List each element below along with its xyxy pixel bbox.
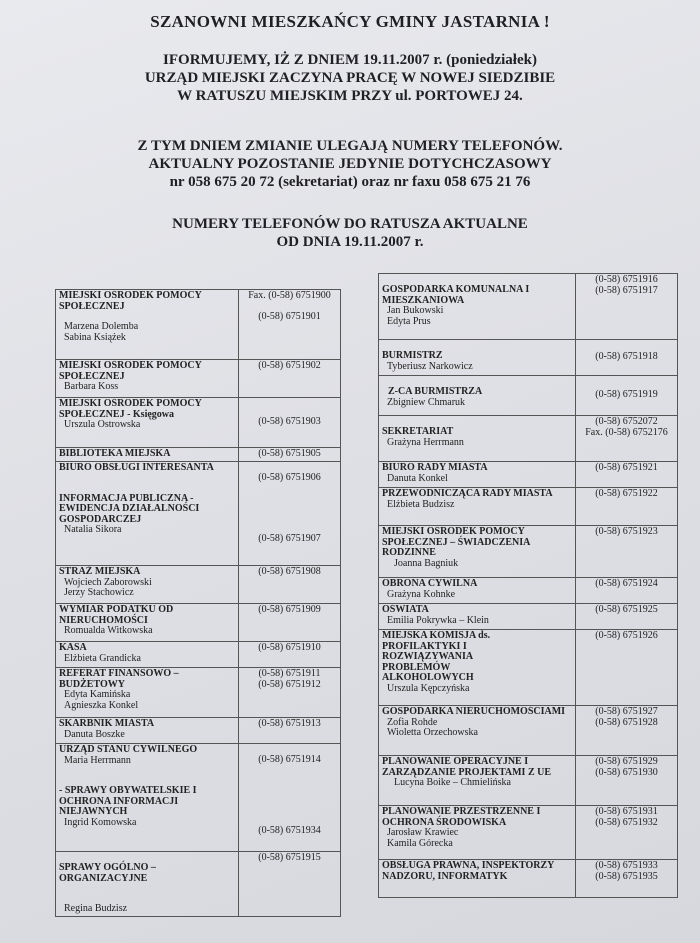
table-row — [379, 274, 678, 340]
org-name: PLANOWANIE OPERACYJNE I ZARZĄDZANIE PROJEKTAMI Z UE — [382, 756, 551, 778]
org-name: SKARBNIK MIASTA — [59, 718, 155, 729]
phone-cell — [576, 860, 678, 898]
person-name: Barbara Koss — [64, 381, 119, 392]
phone-cell — [239, 604, 341, 642]
org-cell — [379, 756, 576, 806]
person-name: Kamila Górecka — [387, 837, 453, 849]
table-row — [379, 706, 678, 756]
person-name: Danuta Boszke — [64, 728, 125, 740]
phone-cell — [576, 604, 678, 630]
phone-cell — [576, 806, 678, 860]
org-cell — [379, 274, 576, 340]
person-name: Zbigniew Chmaruk — [387, 396, 466, 408]
org-cell — [379, 630, 576, 706]
org-name: PLANOWANIE PRZESTRZENNE I OCHRONA ŚRODOWISKA — [382, 806, 541, 828]
phone-number: (0-58) 6751915 — [258, 852, 321, 863]
table-row — [379, 416, 678, 462]
table-row — [379, 630, 678, 706]
org-cell — [56, 604, 239, 642]
org-cell — [56, 566, 239, 604]
table-row — [56, 462, 341, 566]
person-name: Maria Herrmann — [64, 754, 131, 766]
org-cell — [379, 376, 576, 416]
org-name: BURMISTRZ — [382, 350, 443, 361]
table-row — [56, 566, 341, 604]
phone-cell — [576, 274, 678, 340]
phone-number: (0-58) 6751927 — [595, 706, 658, 717]
phone-table-left — [55, 289, 341, 917]
phone-number: (0-58) 6751913 — [258, 718, 321, 729]
phone-number: (0-58) 6751923 — [595, 526, 658, 537]
org-name: SEKRETARIAT — [382, 426, 454, 437]
person-name: Emilia Pokrywka – Klein — [387, 614, 489, 626]
phone-number: (0-58) 6751901 — [258, 310, 321, 322]
phone-number: (0-58) 6751916 — [595, 274, 658, 285]
org-cell — [379, 578, 576, 604]
table-row — [379, 526, 678, 578]
notice-line-2: URZĄD MIEJSKI ZACZYNA PRACĘ W NOWEJ SIEDZIBIE — [144, 70, 556, 86]
org-cell — [379, 340, 576, 376]
table-row — [379, 340, 678, 376]
phone-number: (0-58) 6751925 — [595, 604, 658, 615]
phone-number: (0-58) 6751903 — [258, 416, 321, 428]
person-name: Marzena Dolemba — [64, 321, 139, 332]
person-name: Elżbieta Budzisz — [387, 498, 455, 510]
person-name: Ingrid Komowska — [64, 816, 137, 828]
org-name: BIURO OBSŁUGI INTERESANTA — [59, 462, 214, 473]
person-name: Lucyna Boike – Chmielińska — [394, 777, 511, 788]
org-name: URZĄD STANU CYWILNEGO — [59, 744, 198, 755]
org-name: OBSŁUGA PRAWNA, INSPEKTORZY NADZORU, INFORMATYK — [382, 860, 554, 882]
phone-cell — [576, 756, 678, 806]
phone-cell — [239, 668, 341, 718]
org-cell — [56, 668, 239, 718]
person-name: Agnieszka Konkel — [64, 699, 139, 711]
table-row — [56, 448, 341, 462]
fax-number: Fax. (0-58) 6752176 — [585, 426, 668, 438]
phone-number: (0-58) 6751919 — [595, 389, 658, 401]
org-name-sub: INFORMACJA PUBLICZNA - EWIDENCJA DZIAŁALNOŚCI GOSPODARCZEJ — [59, 492, 200, 525]
org-name: MIEJSKI OŚRODEK POMOCY SPOŁECZNEJ - Księgowa — [59, 398, 202, 420]
phone-cell — [239, 290, 341, 360]
person-name: Grażyna Kohnke — [387, 588, 456, 600]
table-row — [56, 642, 341, 668]
table-row — [56, 668, 341, 718]
table-row — [56, 398, 341, 448]
org-name: SPRAWY OGÓLNO – ORGANIZACYJNE — [59, 862, 156, 884]
table-row — [56, 604, 341, 642]
org-cell — [56, 642, 239, 668]
phone-number: (0-58) 6751910 — [258, 642, 321, 653]
phone-cell — [239, 398, 341, 448]
phone-cell — [239, 566, 341, 604]
org-name: PRZEWODNICZĄCA RADY MIASTA — [382, 488, 553, 499]
person-name: Elżbieta Grandicka — [64, 652, 141, 664]
phone-cell — [239, 744, 341, 852]
org-name: BIURO RADY MIASTA — [382, 462, 488, 473]
notice-line-7: NUMERY TELEFONÓW DO RATUSZA AKTUALNE — [172, 216, 528, 232]
phone-number: (0-58) 6751935 — [595, 870, 658, 882]
table-row — [56, 718, 341, 744]
org-name: STRAŻ MIEJSKA — [59, 566, 141, 577]
table-row — [56, 744, 341, 852]
phone-cell — [239, 718, 341, 744]
person-name: Grażyna Herrmann — [387, 436, 464, 448]
person-name: Jerzy Stachowicz — [64, 587, 134, 598]
person-name: Joanna Bagniuk — [394, 557, 459, 569]
org-name: OBRONA CYWILNA — [382, 578, 478, 589]
phone-number: (0-58) 6752072 — [595, 416, 658, 427]
phone-cell — [239, 448, 341, 462]
org-name: GOSPODARKA KOMUNALNA I MIESZKANIOWA — [382, 284, 530, 306]
phone-number: (0-58) 6751917 — [595, 284, 658, 296]
phone-number: (0-58) 6751934 — [258, 824, 321, 836]
phone-cell — [239, 360, 341, 398]
table-row — [56, 852, 341, 917]
person-name: Regina Budzisz — [64, 903, 128, 914]
phone-cell — [239, 642, 341, 668]
phone-cell — [576, 376, 678, 416]
phone-number: (0-58) 6751902 — [258, 360, 321, 371]
org-name: WYMIAR PODATKU OD NIERUCHOMOŚCI — [59, 604, 174, 626]
person-name: Urszula Ostrowska — [64, 419, 141, 430]
phone-number: (0-58) 6751924 — [595, 578, 658, 589]
org-name: REFERAT FINANSOWO – BUDŻETOWY — [59, 668, 179, 690]
phone-number: (0-58) 6751918 — [595, 351, 658, 363]
org-cell — [379, 416, 576, 462]
org-name: MIEJSKA KOMISJA ds. PROFILAKTYKI I ROZWIĄZYWANIA PROBLEMÓW ALKOHOLOWYCH — [382, 630, 491, 683]
person-name: Edyta Prus — [387, 315, 431, 327]
phone-cell — [576, 706, 678, 756]
person-name: Jarosław Krawiec — [387, 827, 459, 838]
phone-number: (0-58) 6751932 — [595, 816, 658, 828]
person-name: Natalia Sikora — [64, 524, 122, 535]
org-name: KASA — [59, 642, 87, 653]
phone-cell — [576, 340, 678, 376]
table-row — [379, 578, 678, 604]
person-name: Zofia Rohde — [387, 716, 438, 728]
person-name: Urszula Kępczyńska — [387, 682, 470, 694]
notice-line-3: W RATUSZU MIEJSKIM PRZY ul. PORTOWEJ 24. — [177, 88, 523, 104]
phone-number: (0-58) 6751907 — [258, 532, 321, 544]
org-name: MIEJSKI OŚRODEK POMOCY SPOŁECZNEJ — [59, 290, 202, 312]
table-row — [379, 860, 678, 898]
phone-number: (0-58) 6751931 — [595, 806, 658, 817]
org-cell — [56, 744, 239, 852]
person-name: Sabina Książek — [64, 331, 126, 343]
org-cell — [379, 706, 576, 756]
org-name: OŚWIATA — [382, 604, 429, 615]
phone-number: (0-58) 6751911 — [258, 668, 321, 679]
table-row — [379, 462, 678, 488]
phone-number: (0-58) 6751933 — [595, 860, 658, 871]
phone-number: (0-58) 6751908 — [258, 566, 321, 577]
phone-number: (0-58) 6751922 — [595, 488, 658, 499]
org-name: MIEJSKI OŚRODEK POMOCY SPOŁECZNEJ — [59, 360, 202, 382]
org-cell — [56, 852, 239, 917]
phone-cell — [576, 462, 678, 488]
org-name-sub: - SPRAWY OBYWATELSKIE I OCHRONA INFORMACJI NIEJAWNYCH — [59, 785, 197, 817]
table-row — [379, 806, 678, 860]
fax-number: Fax. (0-58) 6751900 — [248, 290, 331, 301]
phone-number: (0-58) 6751914 — [258, 754, 321, 765]
person-name: Edyta Kamińska — [64, 689, 131, 700]
phone-number: (0-58) 6751930 — [595, 766, 658, 778]
person-name: Wioletta Orzechowska — [387, 727, 478, 738]
phone-cell — [576, 416, 678, 462]
phone-number: (0-58) 6751929 — [595, 756, 658, 767]
person-name: Romualda Witkowska — [64, 625, 153, 636]
phone-number: (0-58) 6751909 — [258, 604, 321, 615]
org-cell — [56, 398, 239, 448]
phone-number: (0-58) 6751926 — [595, 630, 658, 641]
org-cell — [379, 526, 576, 578]
table-row — [379, 376, 678, 416]
notice-line-8: OD DNIA 19.11.2007 r. — [276, 234, 424, 250]
notice-line-4: Z TYM DNIEM ZMIANIE ULEGAJĄ NUMERY TELEFONÓW. — [137, 138, 563, 154]
phone-cell — [576, 526, 678, 578]
person-name: Danuta Konkel — [387, 472, 448, 484]
notice-line-5: AKTUALNY POZOSTANIE JEDYNIE DOTYCHCZASOWY — [148, 156, 552, 172]
phone-cell — [576, 488, 678, 526]
org-name: BIBLIOTEKA MIEJSKA — [59, 448, 171, 459]
phone-cell — [239, 462, 341, 566]
org-cell — [379, 860, 576, 898]
org-cell — [56, 718, 239, 744]
phone-number: (0-58) 6751912 — [258, 678, 321, 690]
org-name: GOSPODARKA NIERUCHOMOŚCIAMI — [382, 706, 566, 717]
org-name: Z-CA BURMISTRZA — [388, 386, 483, 397]
notice-line-1: IFORMUJEMY, IŻ Z DNIEM 19.11.2007 r. (poniedziałek) — [163, 52, 537, 68]
person-name: Tyberiusz Narkowicz — [387, 360, 473, 372]
phone-number: (0-58) 6751906 — [258, 472, 321, 483]
org-name: MIEJSKI OŚRODEK POMOCY SPOŁECZNEJ – ŚWIADCZENIA RODZINNE — [382, 526, 530, 558]
org-cell — [56, 360, 239, 398]
notice-title: SZANOWNI MIESZKAŃCY GMINY JASTARNIA ! — [150, 12, 550, 31]
org-cell — [379, 462, 576, 488]
table-row — [56, 290, 341, 360]
table-row — [379, 756, 678, 806]
phone-number: (0-58) 6751928 — [595, 716, 658, 728]
person-name: Jan Bukowski — [387, 305, 444, 316]
phone-cell — [239, 852, 341, 917]
phone-number: (0-58) 6751905 — [258, 448, 321, 459]
phone-number: (0-58) 6751921 — [595, 462, 658, 473]
table-row — [379, 604, 678, 630]
table-row — [56, 360, 341, 398]
org-cell — [56, 462, 239, 566]
person-name: Wojciech Zaborowski — [64, 576, 152, 588]
phone-cell — [576, 630, 678, 706]
notice-line-6: nr 058 675 20 72 (sekretariat) oraz nr faxu 058 675 21 76 — [169, 174, 531, 190]
org-cell — [379, 806, 576, 860]
table-row — [379, 488, 678, 526]
org-cell — [56, 290, 239, 360]
org-cell — [379, 604, 576, 630]
phone-table-right — [378, 273, 678, 898]
org-cell — [56, 448, 239, 462]
org-cell — [379, 488, 576, 526]
phone-cell — [576, 578, 678, 604]
